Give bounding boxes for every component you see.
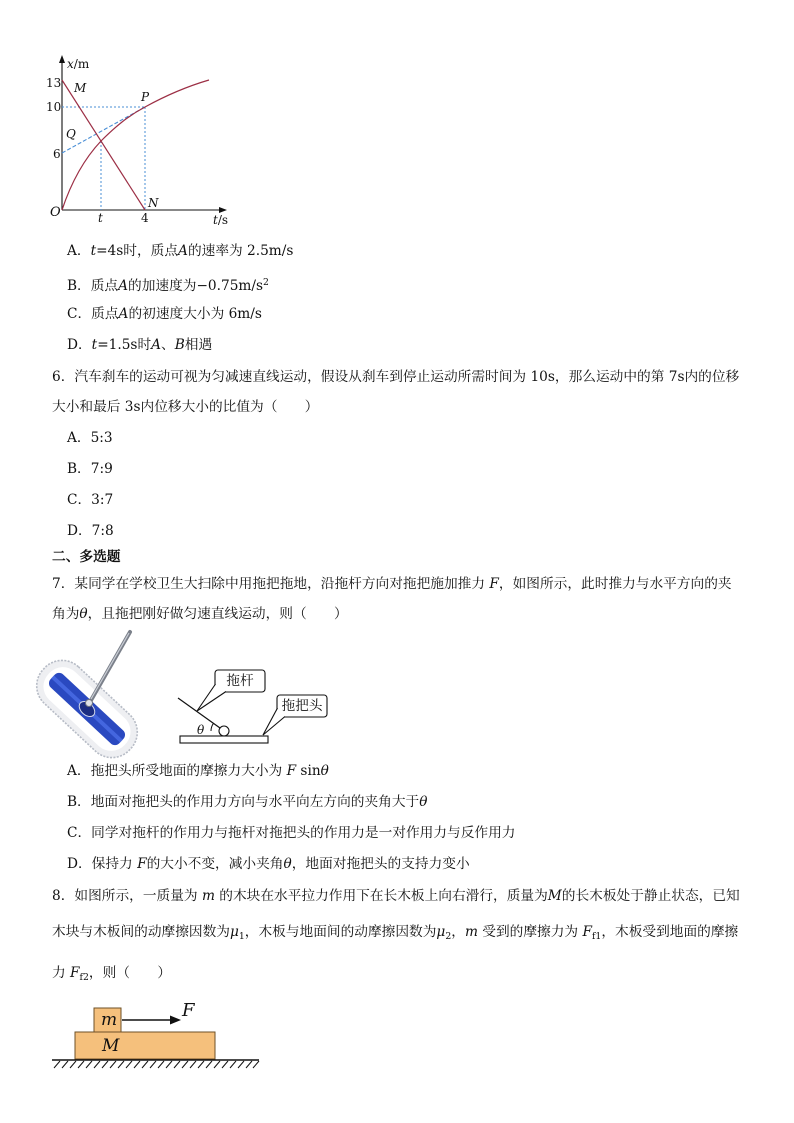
graph-y-axis-label <box>67 57 89 71</box>
q7-option-a <box>67 762 329 780</box>
text-run: D．保持力 <box>67 856 138 872</box>
text-run: B．7:9 <box>67 461 113 477</box>
text-run: 6．汽车刹车的运动可视为匀减速直线运动，假设从刹车到停止运动所需时间为 10s，那么运动中的第 7s内的位移 <box>52 369 740 385</box>
force-arrow-head <box>170 1016 181 1025</box>
math-variable: t <box>91 337 98 353</box>
math-variable: A <box>118 278 129 295</box>
math-variable: F <box>489 576 499 592</box>
text-run: B．质点 <box>67 278 119 295</box>
subscript: f1 <box>591 930 602 942</box>
angle-label: θ <box>197 723 205 737</box>
text-run: A． <box>67 243 91 259</box>
q5-option-d <box>67 336 212 354</box>
text-run: =1.5s时 <box>97 337 152 353</box>
text-run: 相遇 <box>184 337 213 353</box>
rod-label: 拖杆 <box>226 673 254 689</box>
y-axis-arrow <box>59 55 65 63</box>
math-variable: θ <box>419 794 428 810</box>
math-variable: F <box>137 856 147 872</box>
text-run: A．拖把头所受地面的摩擦力大小为 <box>67 763 287 779</box>
q5-position-time-graph <box>0 0 260 235</box>
text-run: ，木板受到地面的摩擦 <box>601 924 739 940</box>
text-run: ，木板与地面间的动摩擦因数为 <box>244 924 437 940</box>
graph-x-tick-4: 4 <box>141 211 149 225</box>
curve-a <box>62 80 209 210</box>
q6-option-b <box>67 460 113 478</box>
text-run: B．地面对拖把头的作用力方向与水平向左方向的夹角大于 <box>67 794 420 810</box>
mop-photo <box>27 650 147 767</box>
q7-option-b <box>67 793 428 811</box>
math-variable: x <box>67 57 74 71</box>
text-run: ，且拖把刚好做匀速直线运动，则（ ） <box>87 606 348 622</box>
math-variable: A <box>151 337 162 353</box>
mop-handle-highlight <box>91 633 129 699</box>
text-run: 力 <box>52 965 71 981</box>
q7-mop-figure <box>40 628 340 753</box>
q6-option-d <box>67 522 114 540</box>
math-variable: A <box>178 243 188 259</box>
graph-point-q: Q <box>66 127 76 141</box>
text-run: 的初速度大小为 6m/s <box>128 306 262 322</box>
text-run: D．7:8 <box>67 523 114 539</box>
math-variable: F <box>70 965 80 981</box>
text-run: ，地面对拖把头的支持力变小 <box>291 856 470 872</box>
graph-x-tick-t: t <box>98 211 103 225</box>
subscript: f2 <box>79 971 89 983</box>
text-run: /s <box>217 213 229 227</box>
graph-y-tick-13: 13 <box>46 76 62 90</box>
text-run: 的长木板处于静止状态，已知 <box>561 888 740 904</box>
math-variable: A <box>118 306 129 322</box>
math-variable: μ <box>229 924 239 940</box>
mop-head-label: 拖把头 <box>281 698 323 714</box>
text-run: C．3:7 <box>67 492 114 508</box>
math-variable: B <box>174 337 185 353</box>
text-run: 角为 <box>52 606 80 622</box>
text-run: 大小和最后 3s内位移大小的比值为（ ） <box>52 399 319 415</box>
text-run: 受到的摩擦力为 <box>477 924 583 940</box>
text-run: 、 <box>161 337 175 353</box>
text-run: 木块与木板间的动摩擦因数为 <box>52 924 230 940</box>
text-run: =4s时，质点 <box>96 243 179 259</box>
text-run: 8．如图所示，一质量为 <box>52 888 202 904</box>
line-mn <box>62 80 145 210</box>
math-variable: m <box>464 924 478 940</box>
force-label: F <box>182 1000 195 1021</box>
text-run: ， <box>451 924 465 940</box>
q6-stem-line-1 <box>52 368 739 386</box>
q7-option-c <box>67 824 515 842</box>
q5-option-a <box>67 242 293 260</box>
q8-block-board-figure <box>45 995 270 1075</box>
graph-point-p: P <box>141 90 150 104</box>
graph-y-tick-6: 6 <box>53 147 61 161</box>
text-run: ，则（ ） <box>88 965 172 981</box>
math-variable: F <box>582 924 592 940</box>
math-variable: F <box>286 763 297 779</box>
graph-point-m: M <box>74 81 87 95</box>
text-run: /m <box>73 57 90 71</box>
text-run: 的加速度为−0.75m/s <box>128 278 264 295</box>
graph-x-axis-label <box>213 213 228 227</box>
text-run: 7．某同学在学校卫生大扫除中用拖把拖地，沿拖杆方向对拖把施加推力 <box>52 576 490 592</box>
math-variable: μ <box>436 924 446 940</box>
section-title: 二、多选题 <box>52 549 121 565</box>
math-variable: M <box>547 888 562 904</box>
q8-stem-line-3 <box>52 964 171 987</box>
text-run: ，如图所示，此时推力与水平方向的夹 <box>498 576 732 592</box>
q7-stem-line-2 <box>52 605 348 623</box>
text-run: 的大小不变，减小夹角 <box>146 856 284 872</box>
q8-stem-line-2 <box>52 923 738 946</box>
text-run: C．质点 <box>67 306 119 322</box>
mop-joint <box>86 700 93 707</box>
q5-option-b <box>67 274 269 295</box>
board-label: M <box>102 1036 120 1056</box>
angle-arc <box>211 723 213 731</box>
q8-stem-line-1 <box>52 887 740 905</box>
subscript: 2 <box>445 930 452 942</box>
ground-hatch <box>54 1061 259 1068</box>
q6-option-a <box>67 429 113 447</box>
text-run: 的速率为 2.5m/s <box>187 243 294 259</box>
superscript: 2 <box>263 277 269 288</box>
math-variable: m <box>201 888 215 904</box>
q7-option-d <box>67 855 470 873</box>
q6-option-c <box>67 491 113 509</box>
graph-point-n: N <box>148 196 159 210</box>
text-run: 的木块在水平拉力作用下在长木板上向右滑行，质量为 <box>214 888 548 904</box>
schematic-joint <box>219 726 229 736</box>
subscript: 1 <box>238 930 245 942</box>
math-variable: θ <box>79 606 88 622</box>
q6-stem-line-2 <box>52 398 318 416</box>
math-variable: θ <box>283 856 292 872</box>
text-run: sin <box>296 763 321 779</box>
schematic-mop-head <box>180 736 268 743</box>
graph-y-tick-10: 10 <box>46 100 62 114</box>
q5-option-c <box>67 305 262 323</box>
math-variable: θ <box>320 763 329 779</box>
q7-stem-line-1 <box>52 575 732 593</box>
text-run: C．同学对拖杆的作用力与拖杆对拖把头的作用力是一对作用力与反作用力 <box>67 825 516 841</box>
block-label: m <box>101 1010 118 1030</box>
graph-origin-label: O <box>50 205 61 220</box>
math-variable: t <box>213 213 218 227</box>
text-run: D． <box>67 337 92 353</box>
long-board <box>75 1032 215 1059</box>
math-variable: t <box>90 243 97 259</box>
text-run: A．5:3 <box>67 430 113 446</box>
